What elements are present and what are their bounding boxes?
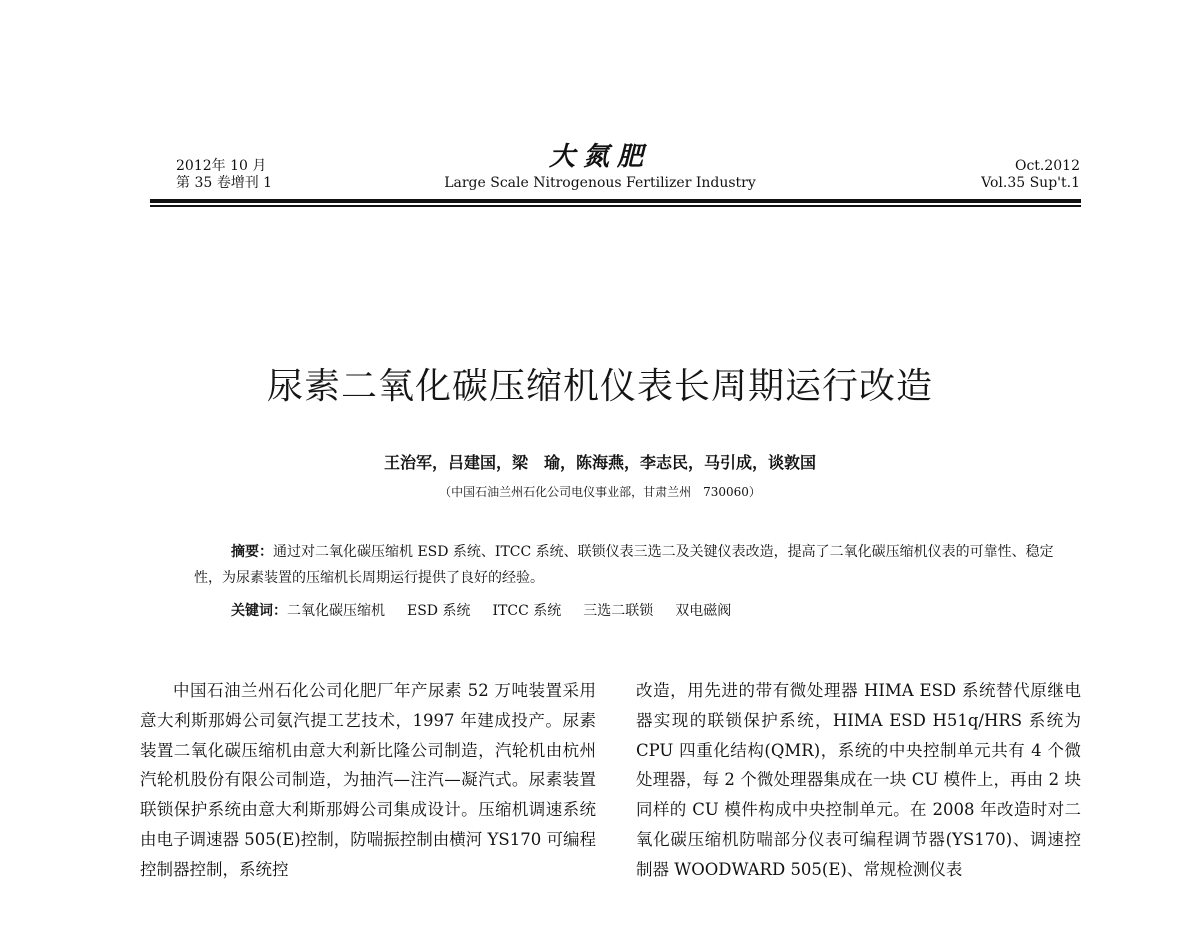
article-title: 尿素二氧化碳压缩机仪表长周期运行改造	[266, 366, 933, 407]
keywords	[231, 598, 753, 624]
issue-date-en: Oct.2012	[1014, 158, 1080, 174]
header-rule-thick	[150, 199, 1081, 203]
abstract	[194, 539, 1054, 591]
body-paragraph: 改造，用先进的带有微处理器 HIMA ESD 系统替代原继电器实现的联锁保护系统，HIMA ESD H51q/HRS 系统为 CPU 四重化结构(QMR)，系统的中央控制单元共有 4 个微处理器，每 2 个微处理器集成在一块 CU 模件上，再由 2 块同样的 CU 模件构成中央控制单元。在 2008 年改造时对二氧化碳压缩机防喘部分仪表可编程调节器(YS170)、调速控制器 WOODWARD 505(E)、常规检测仪表	[636, 681, 1081, 879]
keyword: 二氧化碳压缩机	[287, 603, 385, 619]
body-right-column	[636, 676, 1081, 885]
keyword: ITCC 系统	[492, 603, 562, 619]
article-affiliation: （中国石油兰州石化公司电仪事业部，甘肃兰州 730060）	[439, 485, 761, 499]
journal-subtitle: Large Scale Nitrogenous Fertilizer Industry	[444, 175, 756, 191]
header-rule-thin	[150, 205, 1081, 207]
volume-issue: 第 35 卷增刊 1	[176, 175, 273, 191]
keyword: ESD 系统	[407, 603, 471, 619]
body-paragraph: 中国石油兰州石化公司化肥厂年产尿素 52 万吨装置采用意大利斯那姆公司氨汽提工艺技术，1997 年建成投产。尿素装置二氧化碳压缩机由意大利新比隆公司制造，汽轮机由杭州汽轮机股份有限公司制造，为抽汽—注汽—凝汽式。尿素装置联锁保护系统由意大利斯那姆公司集成设计。压缩机调速系统由电子调速器 505(E)控制，防喘振控制由横河 YS170 可编程控制器控制，系统控	[140, 681, 596, 879]
header-right	[981, 158, 1080, 192]
abstract-label: 摘要：	[231, 544, 273, 560]
keyword: 三选二联锁	[583, 603, 654, 619]
article-authors: 王治军，吕建国，梁 瑜，陈海燕，李志民，马引成，谈敦国	[383, 453, 816, 472]
body-left-column	[140, 676, 596, 885]
volume-issue-en: Vol.35 Sup't.1	[981, 175, 1080, 191]
journal-logo: 大氮肥	[548, 142, 651, 172]
issue-date: 2012年 10 月	[176, 158, 267, 174]
keywords-label: 关键词：	[231, 603, 287, 619]
keyword: 双电磁阀	[675, 603, 732, 619]
abstract-text: 通过对二氧化碳压缩机 ESD 系统、ITCC 系统、联锁仪表三选二及关键仪表改造，提高了二氧化碳压缩机仪表的可靠性、稳定性，为尿素装置的压缩机长周期运行提供了良好的经验。	[194, 544, 1054, 586]
